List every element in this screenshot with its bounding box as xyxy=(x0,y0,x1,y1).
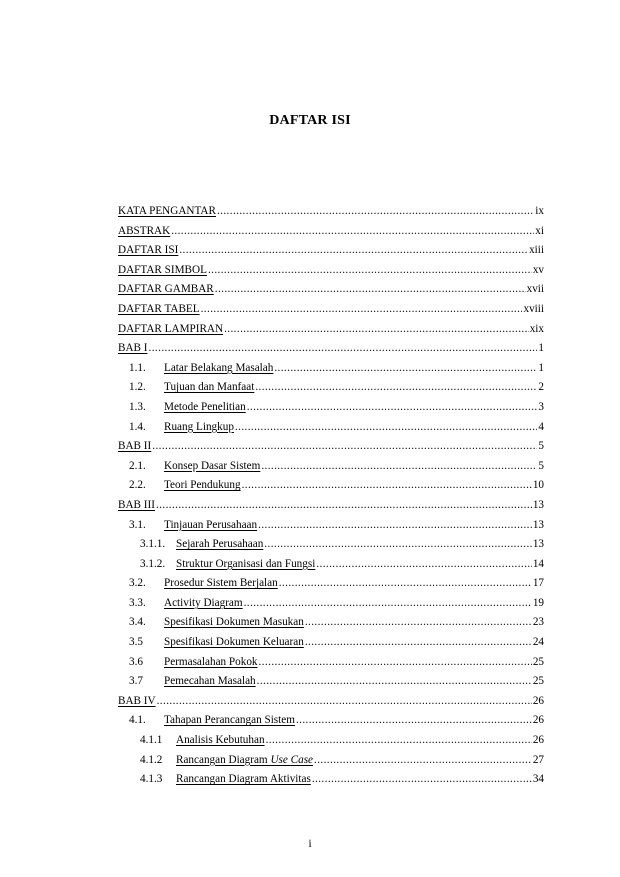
toc-entry-number: 3.2. xyxy=(129,577,146,590)
toc-entry-number: 3.1.2. xyxy=(140,557,166,570)
toc-entry-page: 25 xyxy=(532,675,544,688)
dot-leader xyxy=(217,202,534,222)
toc-entry-label[interactable] xyxy=(164,359,273,379)
toc-entry[interactable] xyxy=(118,418,544,438)
dot-leader xyxy=(152,437,537,457)
toc-entry-page: 26 xyxy=(532,694,544,707)
toc-entry-label[interactable] xyxy=(118,280,214,300)
toc-entry-label[interactable] xyxy=(176,555,315,575)
toc-entry-page: ix xyxy=(535,205,544,217)
toc-entry-label[interactable] xyxy=(164,613,304,633)
toc-entry-page: 5 xyxy=(538,440,544,453)
dot-leader xyxy=(314,751,532,771)
toc-entry-label[interactable] xyxy=(118,437,151,457)
dot-leader xyxy=(266,731,532,751)
toc-entry-label[interactable] xyxy=(118,300,200,320)
toc-entry-page: 26 xyxy=(532,714,544,727)
toc-entry-page: 13 xyxy=(532,518,544,531)
toc-entry-label-text: Pemecahan Masalah xyxy=(164,675,256,688)
toc-entry-label-text: Tujuan dan Manfaat xyxy=(164,381,255,394)
toc-entry[interactable] xyxy=(118,770,544,790)
dot-leader xyxy=(264,535,532,555)
toc-entry[interactable] xyxy=(118,222,544,242)
toc-entry[interactable] xyxy=(118,751,544,771)
toc-entry-label[interactable] xyxy=(118,261,207,281)
toc-entry[interactable] xyxy=(118,437,544,457)
toc-entry-page: 14 xyxy=(532,557,544,570)
dot-leader xyxy=(258,516,532,536)
toc-entry-label-text: Sejarah Perusahaan xyxy=(176,538,264,551)
toc-entry-page: 24 xyxy=(532,636,544,649)
toc-entry-number: 1.3. xyxy=(129,400,146,413)
toc-entry[interactable] xyxy=(118,202,544,222)
dot-leader xyxy=(224,320,529,340)
toc-entry[interactable] xyxy=(118,711,544,731)
toc-entry-page: 26 xyxy=(532,734,544,747)
toc-entry-label-text: Tinjauan Perusahaan xyxy=(164,518,258,531)
dot-leader xyxy=(296,711,532,731)
dot-leader xyxy=(305,633,532,653)
toc-entry[interactable] xyxy=(118,653,544,673)
toc-entry[interactable] xyxy=(118,574,544,594)
toc-entry-label[interactable] xyxy=(164,398,246,418)
dot-leader xyxy=(242,476,532,496)
toc-entry-number: 1.2. xyxy=(129,381,146,394)
dot-leader xyxy=(235,418,537,438)
dot-leader xyxy=(179,241,528,261)
toc-entry-label[interactable] xyxy=(164,457,260,477)
toc-entry-label[interactable] xyxy=(164,476,241,496)
toc-entry-label-text: Ruang Lingkup xyxy=(164,420,234,433)
toc-entry-label[interactable] xyxy=(164,378,254,398)
toc-entry-number: 4.1.1 xyxy=(140,734,163,747)
toc-entry-label-text: Analisis Kebutuhan xyxy=(176,734,265,747)
toc-entry-label[interactable] xyxy=(164,653,258,673)
toc-entry[interactable] xyxy=(118,378,544,398)
toc-entry-number: 3.5 xyxy=(129,636,143,649)
toc-entry-label[interactable] xyxy=(164,574,278,594)
dot-leader xyxy=(316,555,531,575)
toc-entry-label[interactable] xyxy=(164,516,257,536)
toc-entry-label-text: Spesifikasi Dokumen Masukan xyxy=(164,616,304,629)
toc-entry-label-text: Metode Penelitian xyxy=(164,400,246,413)
toc-entry-page: 10 xyxy=(532,479,544,492)
toc-entry-label-text: DAFTAR SIMBOL xyxy=(118,263,207,276)
toc-entry-page: xiii xyxy=(529,244,544,257)
toc-entry-page: 25 xyxy=(532,655,544,668)
toc-entry-label[interactable] xyxy=(118,202,216,222)
dot-leader xyxy=(171,222,534,242)
toc-entry-label-text: Rancangan Diagram xyxy=(176,753,271,766)
toc-entry-page: xix xyxy=(529,322,544,335)
toc-entry-number: 3.6 xyxy=(129,655,143,668)
toc-entry[interactable] xyxy=(118,594,544,614)
toc-entry-number: 4.1.2 xyxy=(140,753,163,766)
toc-entry-number: 4.1.3 xyxy=(140,773,163,786)
dot-leader xyxy=(259,653,532,673)
dot-leader xyxy=(305,613,532,633)
toc-entry-number: 3.1.1. xyxy=(140,538,166,551)
toc-entry-number: 2.1. xyxy=(129,459,146,472)
toc-entry[interactable] xyxy=(118,496,544,516)
toc-entry[interactable] xyxy=(118,535,544,555)
toc-entry[interactable] xyxy=(118,633,544,653)
toc-entry-label-italic: Use Case xyxy=(270,753,314,766)
toc-entry[interactable] xyxy=(118,555,544,575)
toc-entry-label-text: Permasalahan Pokok xyxy=(164,655,258,668)
toc-entry-label-text: Teori Pendukung xyxy=(164,479,241,492)
toc-entry-page: 1 xyxy=(538,361,544,374)
toc-entry-page: 5 xyxy=(538,459,544,472)
toc-entry-number: 3.7 xyxy=(129,675,143,688)
toc-entry-number: 1.4. xyxy=(129,420,146,433)
toc-entry-number: 4.1. xyxy=(129,714,146,727)
toc-entry[interactable] xyxy=(118,613,544,633)
toc-entry-label-text: DAFTAR ISI xyxy=(118,244,179,257)
toc-entry-label[interactable] xyxy=(176,535,263,555)
toc-entry-page: 3 xyxy=(538,400,544,413)
dot-leader xyxy=(255,378,537,398)
toc-entry-page: 23 xyxy=(532,616,544,629)
dot-leader xyxy=(215,280,526,300)
toc-entry-label-text: Prosedur Sistem Berjalan xyxy=(164,577,278,590)
toc-entry-label-text: Activity Diagram xyxy=(164,596,243,609)
dot-leader xyxy=(157,692,532,712)
toc-entry-label-text: Struktur Organisasi dan Fungsi xyxy=(176,557,316,570)
toc-entry-number: 2.2. xyxy=(129,479,146,492)
toc-entry-label[interactable] xyxy=(164,672,256,692)
toc-entry-label[interactable] xyxy=(118,692,156,712)
toc-entry-page: 34 xyxy=(532,773,544,786)
toc-entry-number: 1.1. xyxy=(129,361,146,374)
toc-entry-label-text: BAB II xyxy=(118,440,152,453)
page-title: DAFTAR ISI xyxy=(269,113,351,128)
toc-entry-label[interactable] xyxy=(118,496,155,516)
toc-entry-page: 17 xyxy=(532,577,544,590)
toc-entry-page: 13 xyxy=(532,538,544,551)
toc-entry-number: 3.1. xyxy=(129,518,146,531)
dot-leader xyxy=(149,339,538,359)
toc-entry-page: 13 xyxy=(532,498,544,511)
toc-entry-label-text: DAFTAR LAMPIRAN xyxy=(118,322,224,335)
toc-entry-label[interactable] xyxy=(176,731,265,751)
toc-entry-label[interactable] xyxy=(164,418,234,438)
toc-entry-label-text: BAB I xyxy=(118,342,148,355)
toc-entry-label[interactable] xyxy=(176,751,313,771)
toc-entry[interactable] xyxy=(118,516,544,536)
page-number: i xyxy=(308,838,312,850)
toc-entry-page: 2 xyxy=(538,381,544,394)
dot-leader xyxy=(257,672,532,692)
toc-entry-label[interactable] xyxy=(164,633,304,653)
toc-entry[interactable] xyxy=(118,731,544,751)
toc-entry-page: xviii xyxy=(523,302,544,315)
dot-leader xyxy=(247,398,538,418)
toc-entry-label-text: Spesifikasi Dokumen Keluaran xyxy=(164,636,304,649)
toc-entry-number: 3.4. xyxy=(129,616,146,629)
toc-entry-label-text: ABSTRAK xyxy=(118,224,171,237)
toc-entry-page: 19 xyxy=(532,596,544,609)
toc-entry-label[interactable] xyxy=(164,711,295,731)
toc-entry[interactable] xyxy=(118,692,544,712)
toc-entry[interactable] xyxy=(118,398,544,418)
toc-entry[interactable] xyxy=(118,280,544,300)
toc-entry[interactable] xyxy=(118,261,544,281)
toc-entry-page: xvii xyxy=(526,283,544,296)
toc-entry-label[interactable] xyxy=(164,594,243,614)
toc-entry-label-text: BAB III xyxy=(118,498,155,511)
toc-entry-label-text: DAFTAR TABEL xyxy=(118,302,200,315)
toc-entry-number: 3.3. xyxy=(129,596,146,609)
toc-entry-label-text: Tahapan Perancangan Sistem xyxy=(164,714,295,727)
dot-leader xyxy=(261,457,537,477)
toc-entry[interactable] xyxy=(118,339,544,359)
toc-entry-label[interactable] xyxy=(118,241,178,261)
dot-leader xyxy=(156,496,532,516)
toc-entry-label[interactable] xyxy=(118,339,148,359)
toc-entry-page: 1 xyxy=(538,342,544,355)
dot-leader xyxy=(274,359,537,379)
toc-entry-label-text: Rancangan Diagram Aktivitas xyxy=(176,773,311,786)
toc-entry-label[interactable] xyxy=(118,320,223,340)
toc-entry[interactable] xyxy=(118,476,544,496)
toc-entry-label-text: BAB IV xyxy=(118,694,156,707)
toc-entry-page: xv xyxy=(532,263,544,276)
toc-entry-label-text: Konsep Dasar Sistem xyxy=(164,459,261,472)
toc-entry-label-text: KATA PENGANTAR xyxy=(118,205,216,217)
toc-entry[interactable] xyxy=(118,320,544,340)
toc-entry[interactable] xyxy=(118,241,544,261)
toc-entry[interactable] xyxy=(118,300,544,320)
dot-leader xyxy=(312,770,532,790)
toc-entry-label[interactable] xyxy=(118,222,170,242)
toc-entry-page: 27 xyxy=(532,753,544,766)
toc-entry-label-text: Latar Belakang Masalah xyxy=(164,361,274,374)
toc-entry[interactable] xyxy=(118,359,544,379)
dot-leader xyxy=(208,261,532,281)
toc-entry-label[interactable] xyxy=(176,770,311,790)
toc-entry[interactable] xyxy=(118,457,544,477)
dot-leader xyxy=(279,574,532,594)
toc-entry[interactable] xyxy=(118,672,544,692)
dot-leader xyxy=(201,300,523,320)
toc-entry-page: 4 xyxy=(538,420,544,433)
dot-leader xyxy=(244,594,532,614)
toc-entry-page: xi xyxy=(535,224,544,237)
toc-entry-label-text: DAFTAR GAMBAR xyxy=(118,283,214,296)
table-of-contents xyxy=(118,202,544,790)
